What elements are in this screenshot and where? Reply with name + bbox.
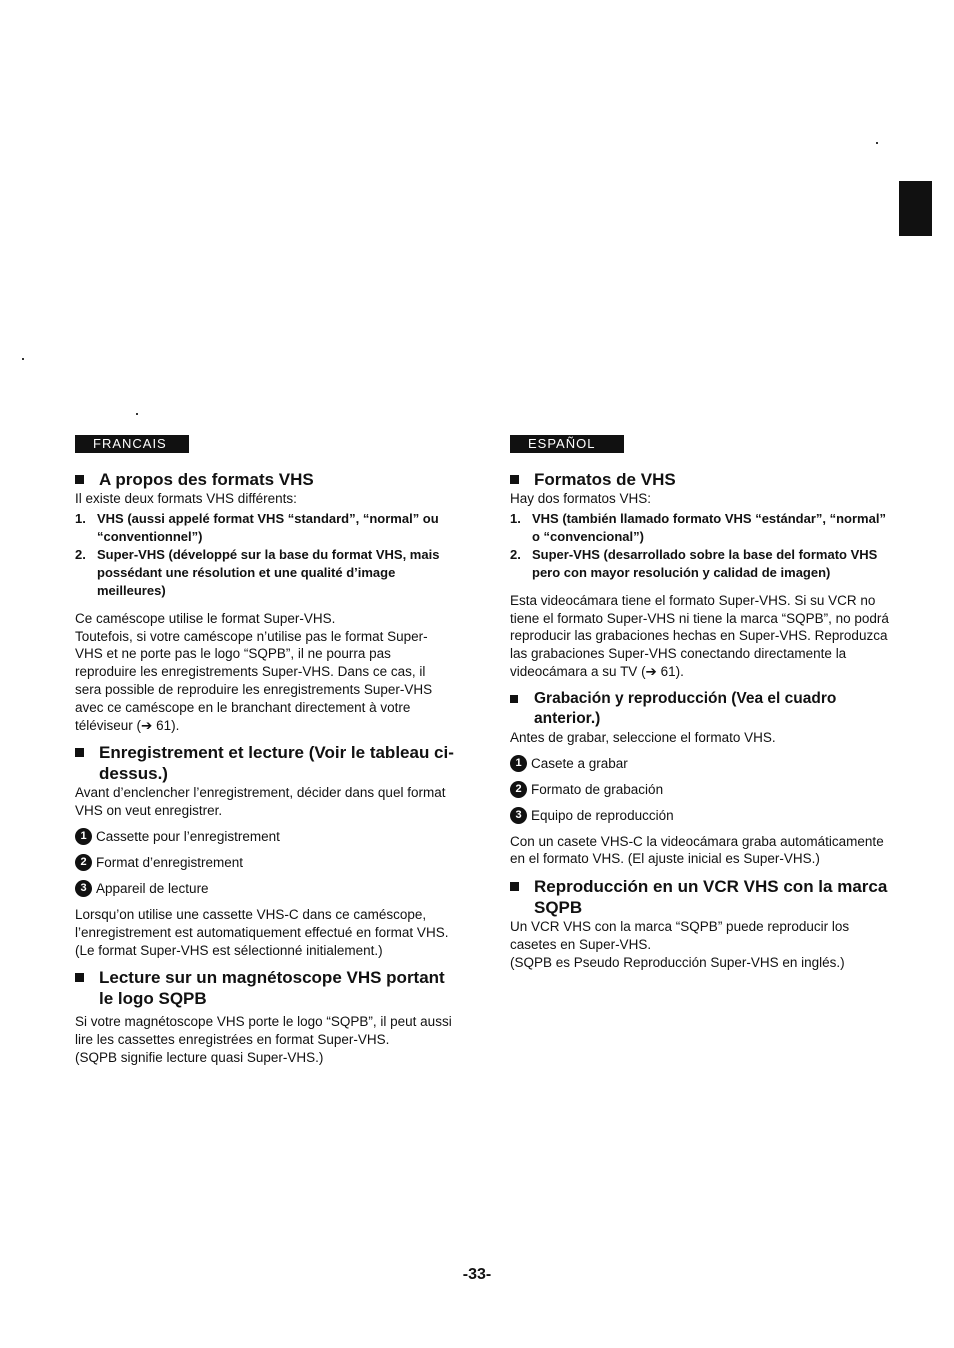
body-paragraph: Toutefois, si votre caméscope n’utilise pas le format Super-VHS et ne porte pas le logo “SQPB”, il ne pourra pas reproduire les enregistrements Super-VHS. Dans ce cas, il sera possible de reproduire les enregistrements Super-VHS avec ce caméscope en le branchant directement à votre téléviseur (➔ 61).	[75, 628, 433, 733]
format-list	[75, 510, 455, 600]
note-paragraph: (SQPB signifie lecture quasi Super-VHS.)	[75, 1049, 324, 1065]
page-number: -33-	[462, 1266, 492, 1283]
section-intro: Avant d’enclencher l’enregistrement, décider dans quel format VHS on veut enregistrer.	[75, 785, 446, 819]
square-bullet-icon	[510, 695, 518, 703]
format-item: 1. VHS (aussi appelé format VHS “standard”, “normal” ou “conventionnel”)	[75, 510, 439, 544]
section-title-formats: Formatos de VHS	[510, 469, 890, 490]
scan-speck	[22, 358, 24, 360]
body-paragraph: Un VCR VHS con la marca “SQPB” puede reproducir los casetes en Super-VHS.	[510, 919, 850, 952]
format-item: 2. Super-VHS (desarrollado sobre la base del formato VHS pero con mayor resolución y calidad de imagen)	[510, 546, 878, 580]
numbered-item: 3 Appareil de lecture	[75, 880, 455, 897]
square-bullet-icon	[510, 475, 519, 484]
circled-number-icon: 1	[75, 828, 92, 845]
section-intro: Antes de grabar, seleccione el formato VHS.	[510, 729, 776, 745]
format-item: 1. VHS (también llamado formato VHS “estándar”, “normal” o “convencional”)	[510, 510, 886, 544]
body-paragraph: Ce caméscope utilise le format Super-VHS.	[75, 610, 336, 626]
section-title-recording: Grabación y reproducción (Vea el cuadro anterior.)	[510, 689, 890, 729]
section-title-recording: Enregistrement et lecture (Voir le tableau ci-dessus.)	[75, 742, 455, 784]
square-bullet-icon	[75, 475, 84, 484]
spanish-column	[510, 435, 890, 972]
section-title-formats: A propos des formats VHS	[75, 469, 455, 490]
body-paragraph: Esta videocámara tiene el formato Super-VHS. Si su VCR no tiene el formato Super-VHS ni tiene la marca “SQPB”, no podrá reproducir las grabaciones hechas en Super-VHS. Reproduzca las grabaciones Super-VHS conectando directamente la videocámara a su TV (➔ 61).	[510, 592, 889, 679]
body-paragraph: Lorsqu’on utilise une cassette VHS-C dans ce caméscope, l’enregistrement est automatiquement effectué en format VHS. (Le format Super-VHS est sélectionné initialement.)	[75, 906, 449, 958]
format-item: 2. Super-VHS (développé sur la base du format VHS, mais possédant une résolution et une qualité d’image meilleures)	[75, 546, 440, 598]
square-bullet-icon	[510, 882, 519, 891]
edge-index-tab	[899, 181, 932, 236]
circled-number-icon: 3	[510, 807, 527, 824]
format-list	[510, 510, 890, 582]
section-intro: Hay dos formatos VHS:	[510, 491, 652, 506]
circled-number-icon: 2	[510, 781, 527, 798]
scan-speck	[136, 413, 138, 415]
numbered-item: 2 Formato de grabación	[510, 781, 890, 798]
numbered-item: 2 Format d’enregistrement	[75, 854, 455, 871]
scan-speck	[876, 142, 878, 144]
numbered-item: 1 Casete a grabar	[510, 755, 890, 772]
numbered-item: 1 Cassette pour l’enregistrement	[75, 828, 455, 845]
numbered-item: 3 Equipo de reproducción	[510, 807, 890, 824]
section-title-sqpb: Lecture sur un magnétoscope VHS portant le logo SQPB	[75, 967, 455, 1009]
circled-number-icon: 3	[75, 880, 92, 897]
square-bullet-icon	[75, 973, 84, 982]
section-intro: Il existe deux formats VHS différents:	[75, 491, 297, 506]
section-title-sqpb: Reproducción en un VCR VHS con la marca SQPB	[510, 876, 890, 918]
circled-number-icon: 2	[75, 854, 92, 871]
french-column	[75, 435, 455, 1067]
language-tag-french: FRANCAIS	[75, 435, 189, 453]
square-bullet-icon	[75, 748, 84, 757]
circled-number-icon: 1	[510, 755, 527, 772]
language-tag-spanish: ESPAÑOL	[510, 435, 624, 453]
body-paragraph: Si votre magnétoscope VHS porte le logo “SQPB”, il peut aussi lire les cassettes enregistrées en format Super-VHS.	[75, 1014, 452, 1048]
note-paragraph: (SQPB es Pseudo Reproducción Super-VHS en inglés.)	[510, 954, 845, 970]
body-paragraph: Con un casete VHS-C la videocámara graba automáticamente en el formato VHS. (El ajuste inicial es Super-VHS.)	[510, 833, 884, 867]
